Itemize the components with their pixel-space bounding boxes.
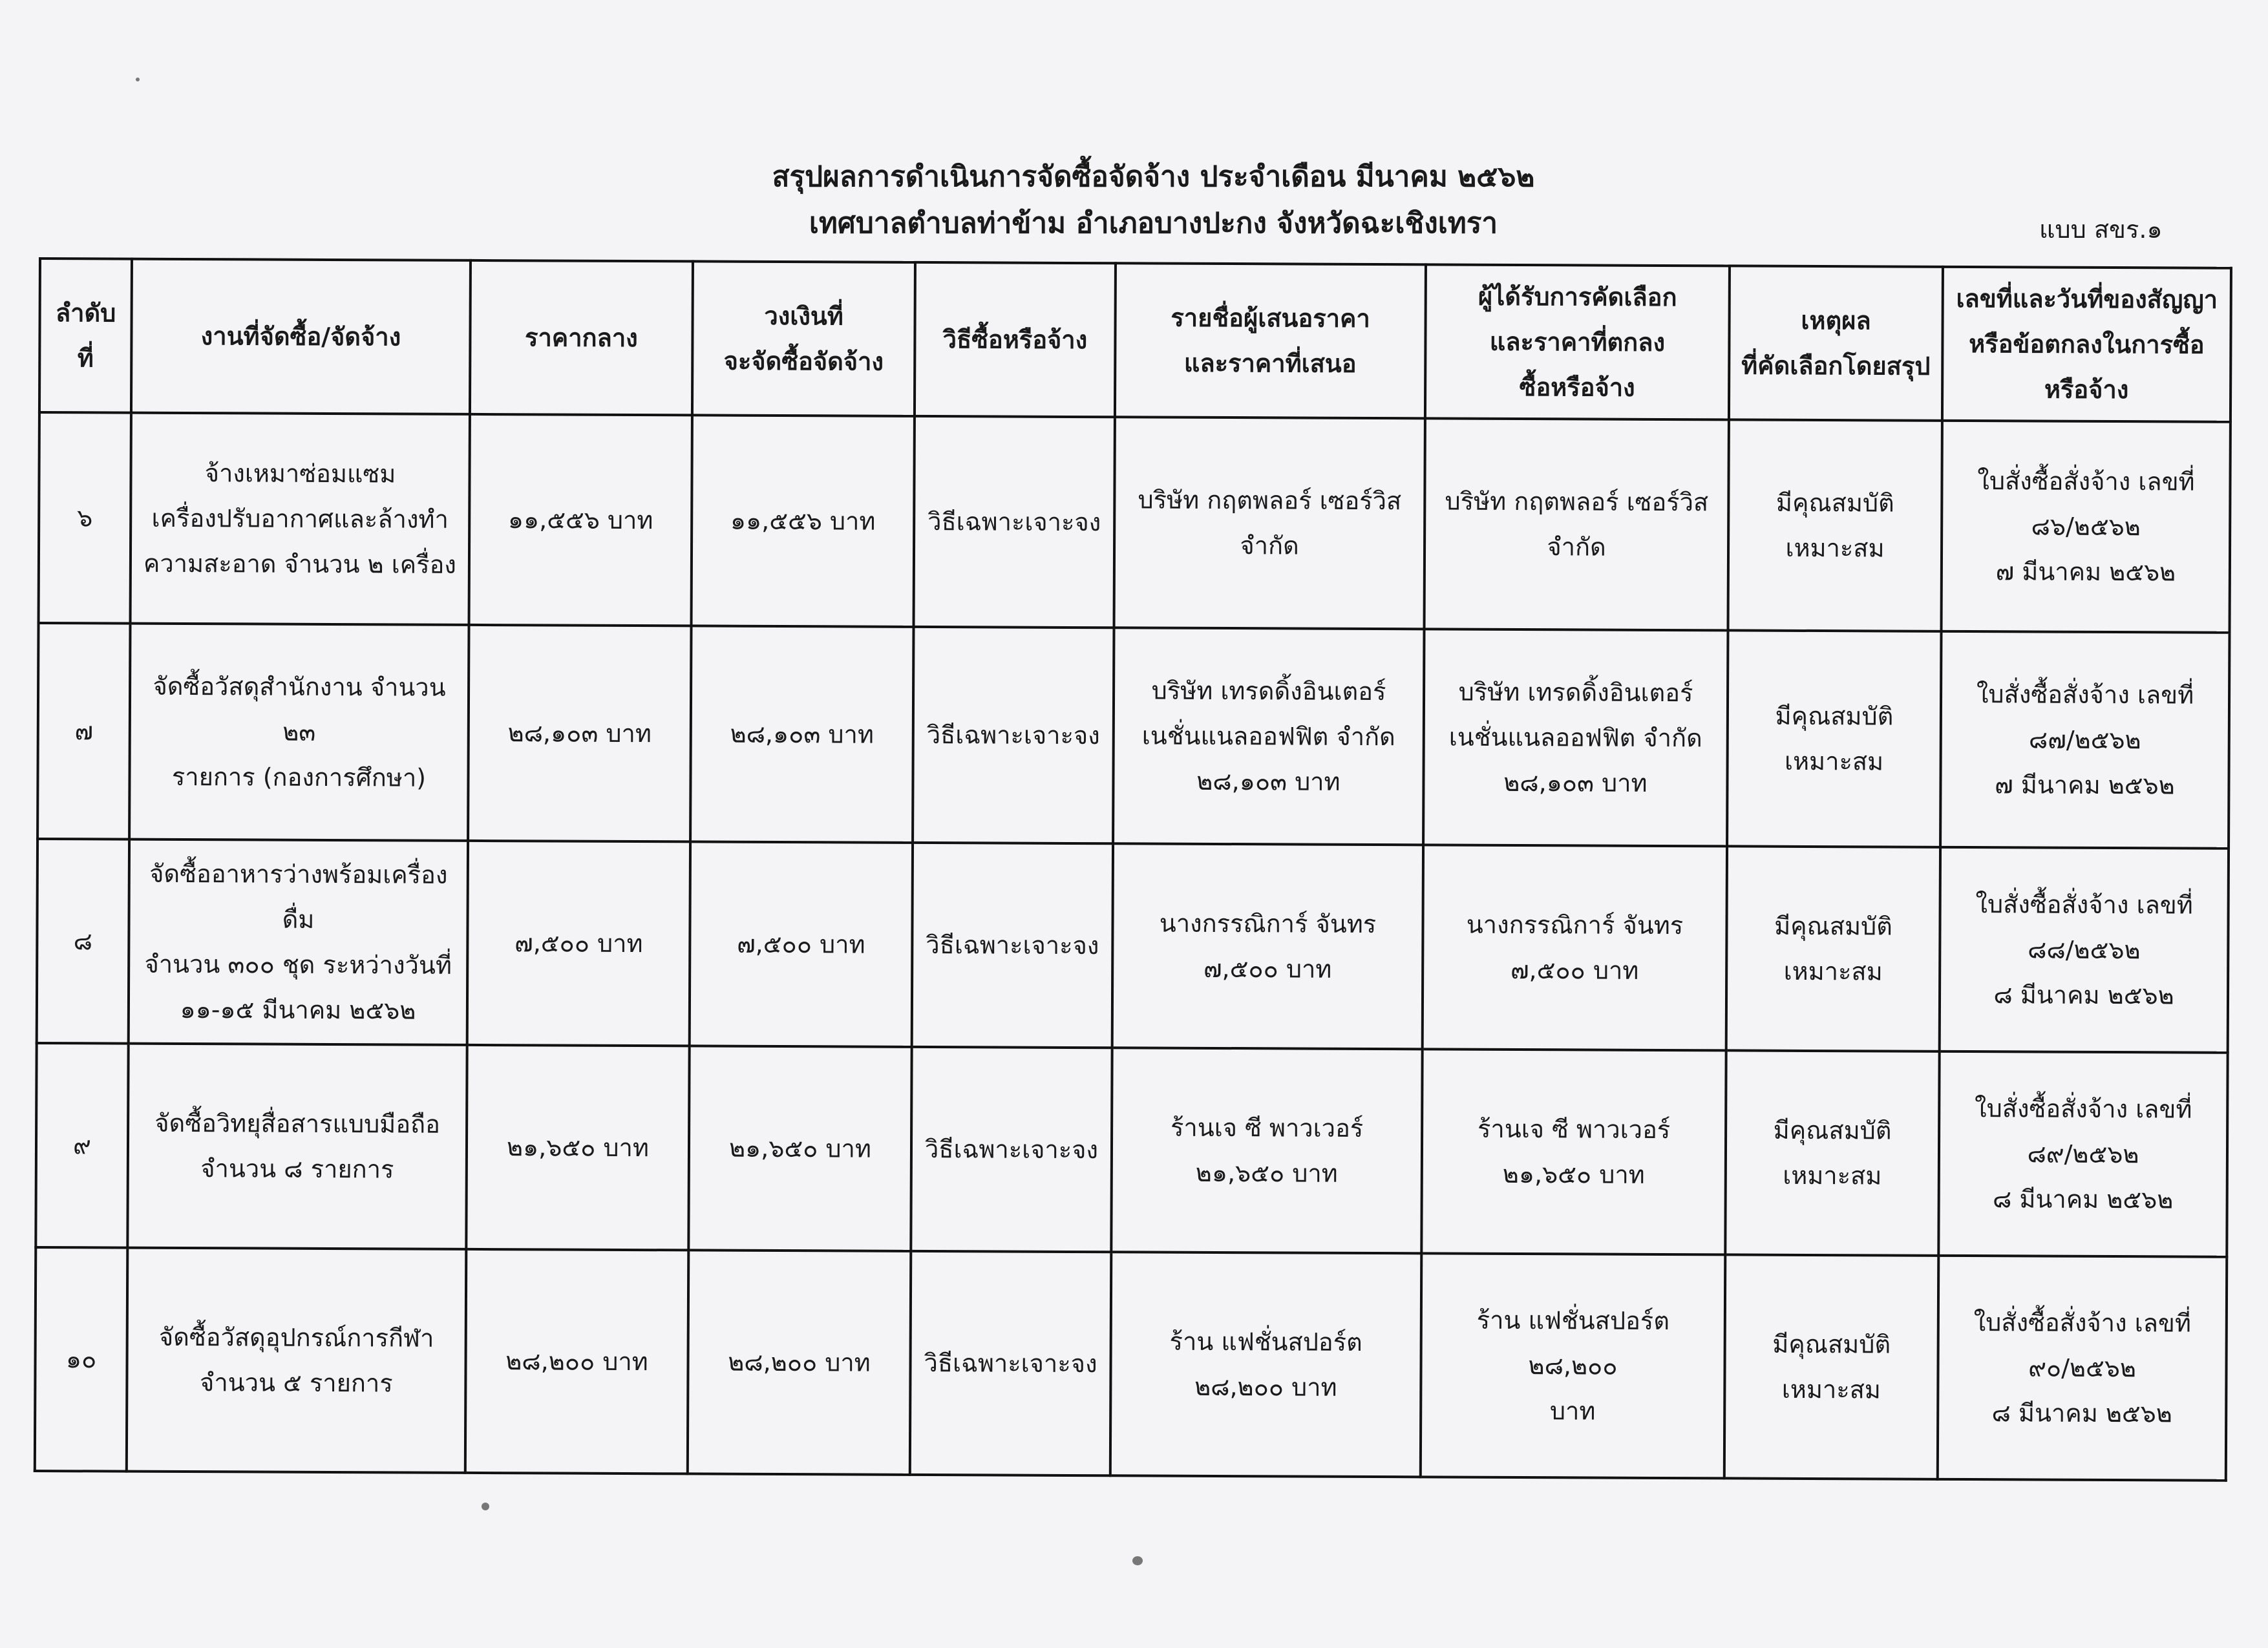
cell-method: วิธีเฉพาะเจาะจง [910,1251,1112,1475]
cell-item: จัดซื้อวิทยุสื่อสารแบบมือถือ จำนวน ๘ รายการ [127,1044,467,1249]
cell-median-price: ๒๘,๑๐๓ บาท [468,625,691,841]
scan-speck [136,78,140,81]
cell-bidders: บริษัท กฤตพลอร์ เซอร์วิส จำกัด [1114,417,1425,629]
header-cell-no: ลำดับที่ [39,259,132,413]
cell-selected: บริษัท กฤตพลอร์ เซอร์วิส จำกัด [1425,418,1729,630]
procurement-summary-table [34,257,2232,1482]
cell-bidders: ร้านเจ ซี พาวเวอร์ ๒๑,๖๕๐ บาท [1111,1048,1422,1253]
title-line-1: สรุปผลการดำเนินการจัดซื้อจัดจ้าง ประจำเดือน มีนาคม ๒๕๖๒ [772,160,1535,193]
cell-method: วิธีเฉพาะเจาะจง [914,416,1115,628]
header-cell-median-price: ราคากลาง [470,260,693,415]
cell-method: วิธีเฉพาะเจาะจง [911,1047,1112,1252]
cell-selected: บริษัท เทรดดิ้งอินเตอร์ เนชั่นแนลออฟฟิต จำกัด ๒๘,๑๐๓ บาท [1423,629,1728,846]
cell-no: ๙ [36,1043,128,1248]
cell-reason: มีคุณสมบัติ เหมาะสม [1725,1050,1939,1255]
cell-selected: ร้าน แฟชั่นสปอร์ต ๒๘,๒๐๐ บาท [1421,1253,1726,1478]
cell-item: จ้างเหมาซ่อมแซม เครื่องปรับอากาศและล้างทำ ความสะอาด จำนวน ๒ เครื่อง [131,413,470,625]
cell-reason: มีคุณสมบัติ เหมาะสม [1724,1254,1939,1479]
cell-item: จัดซื้อวัสดุสำนักงาน จำนวน ๒๓ รายการ (กองการศึกษา) [129,624,469,841]
cell-contract: ใบสั่งซื้อสั่งจ้าง เลขที่ ๘๘/๒๕๖๒ ๘ มีนาคม ๒๕๖๒ [1940,847,2229,1053]
cell-no: ๑๐ [35,1247,128,1472]
header-cell-contract: เลขที่และวันที่ของสัญญา หรือข้อตกลงในการซื้อ หรือจ้าง [1942,267,2231,422]
document-title [0,154,2268,247]
cell-budget: ๒๘,๒๐๐ บาท [688,1250,911,1474]
title-line-2: เทศบาลตำบลท่าข้าม อำเภอบางปะกง จังหวัดฉะเชิงเทรา [809,207,1498,240]
cell-bidders: ร้าน แฟชั่นสปอร์ต ๒๘,๒๐๐ บาท [1110,1252,1422,1477]
cell-no: ๗ [37,623,130,840]
cell-selected: ร้านเจ ซี พาวเวอร์ ๒๑,๖๕๐ บาท [1421,1049,1726,1254]
header-cell-method: วิธีซื้อหรือจ้าง [915,262,1116,417]
cell-median-price: ๒๑,๖๕๐ บาท [466,1045,689,1250]
header-cell-item: งานที่จัดซื้อ/จัดจ้าง [131,259,471,414]
cell-contract: ใบสั่งซื้อสั่งจ้าง เลขที่ ๘๙/๒๕๖๒ ๘ มีนาคม ๒๕๖๒ [1938,1051,2227,1257]
cell-contract: ใบสั่งซื้อสั่งจ้าง เลขที่ ๘๖/๒๕๖๒ ๗ มีนาคม ๒๕๖๒ [1942,421,2231,633]
cell-no: ๖ [39,412,131,624]
header-cell-budget: วงเงินที่ จะจัดซื้อจัดจ้าง [692,261,915,416]
cell-no: ๘ [37,839,129,1044]
cell-budget: ๒๑,๖๕๐ บาท [688,1046,911,1251]
cell-item: จัดซื้ออาหารว่างพร้อมเครื่องดื่ม จำนวน ๓๐๐ ชุด ระหว่างวันที่ ๑๑-๑๕ มีนาคม ๒๕๖๒ [129,840,468,1045]
table-row [36,1043,2227,1257]
cell-reason: มีคุณสมบัติ เหมาะสม [1727,630,1941,847]
table-row [37,623,2229,849]
cell-budget: ๗,๕๐๐ บาท [690,841,913,1046]
table-row [39,412,2231,633]
cell-median-price: ๒๘,๒๐๐ บาท [465,1249,689,1474]
cell-budget: ๑๑,๕๕๖ บาท [692,415,915,626]
cell-median-price: ๗,๕๐๐ บาท [467,841,690,1046]
cell-method: วิธีเฉพาะเจาะจง [913,627,1114,843]
header-cell-selected: ผู้ได้รับการคัดเลือก และราคาที่ตกลง ซื้อหรือจ้าง [1425,264,1730,419]
cell-reason: มีคุณสมบัติ เหมาะสม [1728,419,1942,631]
scan-speck [1132,1556,1143,1565]
cell-bidders: บริษัท เทรดดิ้งอินเตอร์ เนชั่นแนลออฟฟิต จำกัด ๒๘,๑๐๓ บาท [1113,628,1424,845]
header-cell-bidders: รายชื่อผู้เสนอราคา และราคาที่เสนอ [1115,263,1426,418]
header-row [39,259,2231,422]
cell-item: จัดซื้อวัสดุอุปกรณ์การกีฬา จำนวน ๕ รายการ [127,1248,467,1473]
cell-reason: มีคุณสมบัติ เหมาะสม [1726,846,1940,1051]
form-code: แบบ สขร.๑ [2039,215,2163,244]
cell-budget: ๒๘,๑๐๓ บาท [690,626,913,842]
table-row [35,1247,2227,1481]
cell-contract: ใบสั่งซื้อสั่งจ้าง เลขที่ ๙๐/๒๕๖๒ ๘ มีนาคม ๒๕๖๒ [1938,1256,2227,1481]
cell-median-price: ๑๑,๕๕๖ บาท [469,414,692,626]
cell-method: วิธีเฉพาะเจาะจง [912,843,1113,1048]
cell-selected: นางกรรณิการ์ จันทร ๗,๕๐๐ บาท [1423,845,1727,1050]
header-cell-reason: เหตุผล ที่คัดเลือกโดยสรุป [1729,266,1943,420]
table-row [37,839,2229,1053]
scan-speck [482,1503,489,1510]
cell-contract: ใบสั่งซื้อสั่งจ้าง เลขที่ ๘๗/๒๕๖๒ ๗ มีนาคม ๒๕๖๒ [1940,631,2229,849]
cell-bidders: นางกรรณิการ์ จันทร ๗,๕๐๐ บาท [1112,843,1423,1049]
